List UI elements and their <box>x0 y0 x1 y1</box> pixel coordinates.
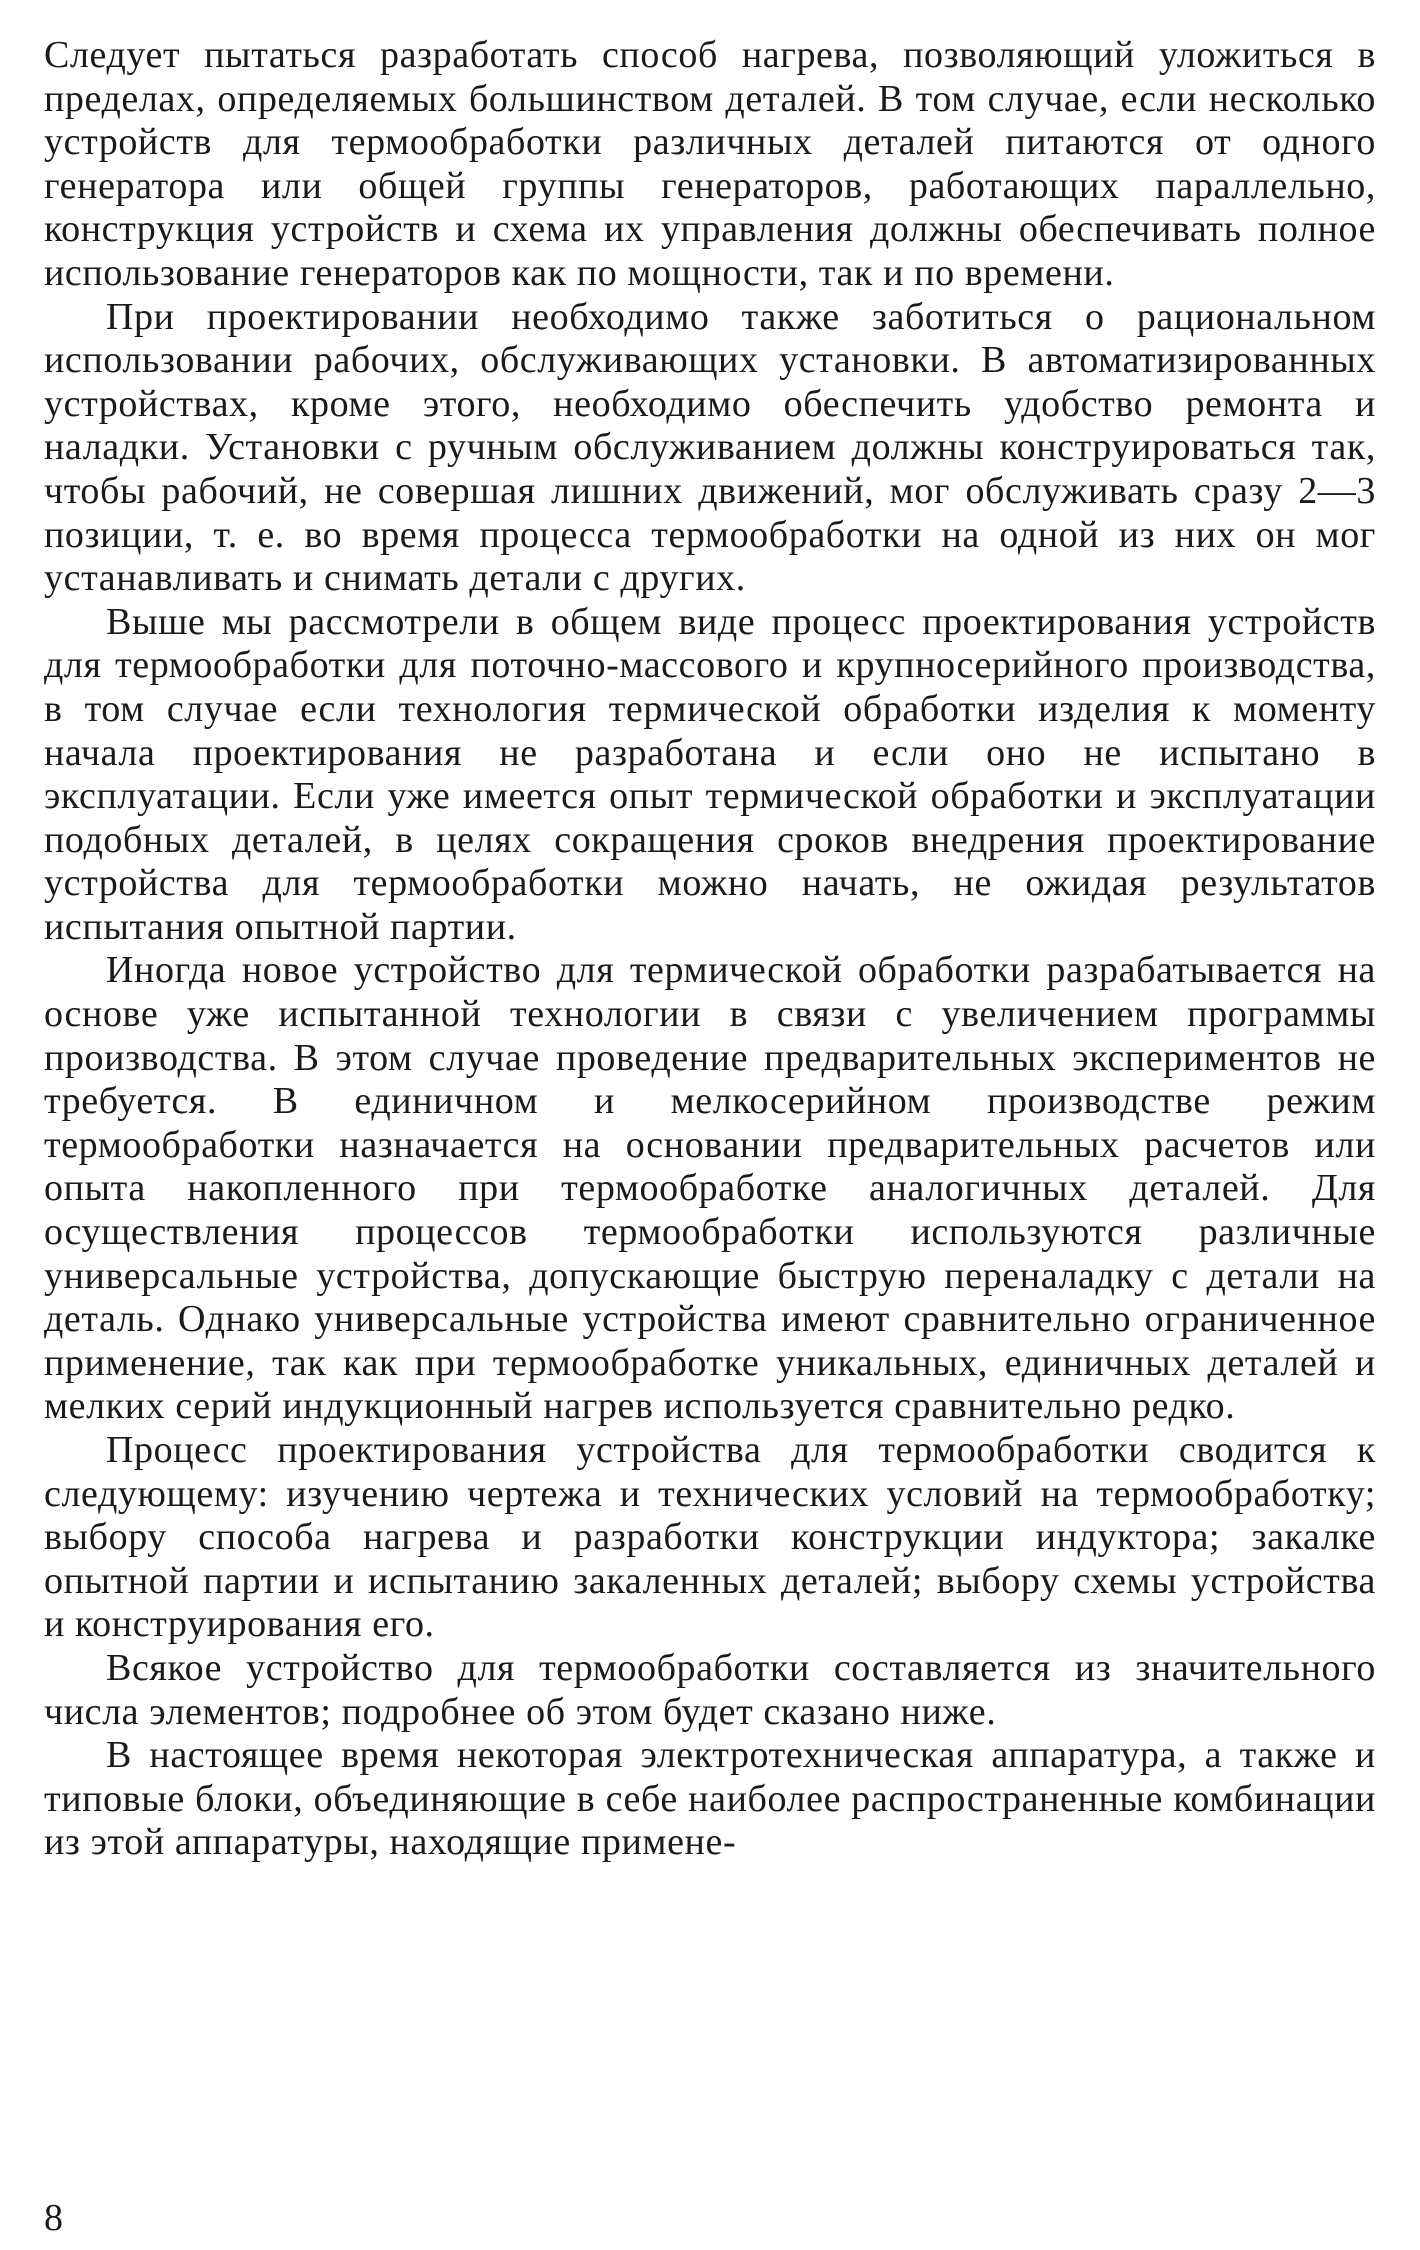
paragraph-4: Иногда новое устройство для термической обработки разрабатывается на основе уже испытанной технологии в связи с увеличением программы производства. В этом случае проведение предварительных экспериментов не требуется. В единичном и мелкосерийном производстве режим термообработки назначается на основании предварительных расчетов или опыта накопленного при термообработке аналогичных деталей. Для осуществления процессов термообработки используются различные универсальные устройства, допускающие быструю переналадку с детали на деталь. Однако универсальные устройства имеют сравнительно ограниченное применение, так как при термообработке уникальных, единичных деталей и мелких серий индукционный нагрев используется сравнительно редко. <box>44 949 1376 1428</box>
paragraph-3: Выше мы рассмотрели в общем виде процесс проектирования устройств для термообработки для поточно-массового и крупносерийного производства, в том случае если технология термической обработки изделия к моменту начала проектирования не разработана и если оно не испытано в эксплуатации. Если уже имеется опыт термической обработки и эксплуатации подобных деталей, в целях сокращения сроков внедрения проектирование устройства для термообработки можно начать, не ожидая результатов испытания опытной партии. <box>44 600 1376 948</box>
paragraph-6: Всякое устройство для термообработки составляется из значительного числа элементов; подробнее об этом будет сказано ниже. <box>44 1646 1376 1733</box>
page-body <box>44 34 1376 1865</box>
paragraph-7: В настоящее время некоторая электротехническая аппаратура, а также и типовые блоки, объединяющие в себе наиболее распространенные комбинации из этой аппаратуры, находящие примене- <box>44 1734 1376 1864</box>
paragraph-2: При проектировании необходимо также заботиться о рациональном использовании рабочих, обслуживающих установки. В автоматизированных устройствах, кроме этого, необходимо обеспечить удобство ремонта и наладки. Установки с ручным обслуживанием должны конструироваться так, чтобы рабочий, не совершая лишних движений, мог обслуживать сразу 2—3 позиции, т. е. во время процесса термообработки на одной из них он мог устанавливать и снимать детали с других. <box>44 295 1376 600</box>
paragraph-5: Процесс проектирования устройства для термообработки сводится к следующему: изучению чертежа и технических условий на термообработку; выбору способа нагрева и разработки конструкции индуктора; закалке опытной партии и испытанию закаленных деталей; выбору схемы устройства и конструирования его. <box>44 1429 1376 1646</box>
page-number: 8 <box>44 2197 63 2239</box>
paragraph-1: Следует пытаться разработать способ нагрева, позволяющий уложиться в пределах, определяемых большинством деталей. В том случае, если несколько устройств для термообработки различных деталей питаются от одного генератора или общей группы генераторов, работающих параллельно, конструкция устройств и схема их управления должны обеспечивать полное использование генераторов как по мощности, так и по времени. <box>44 34 1376 294</box>
